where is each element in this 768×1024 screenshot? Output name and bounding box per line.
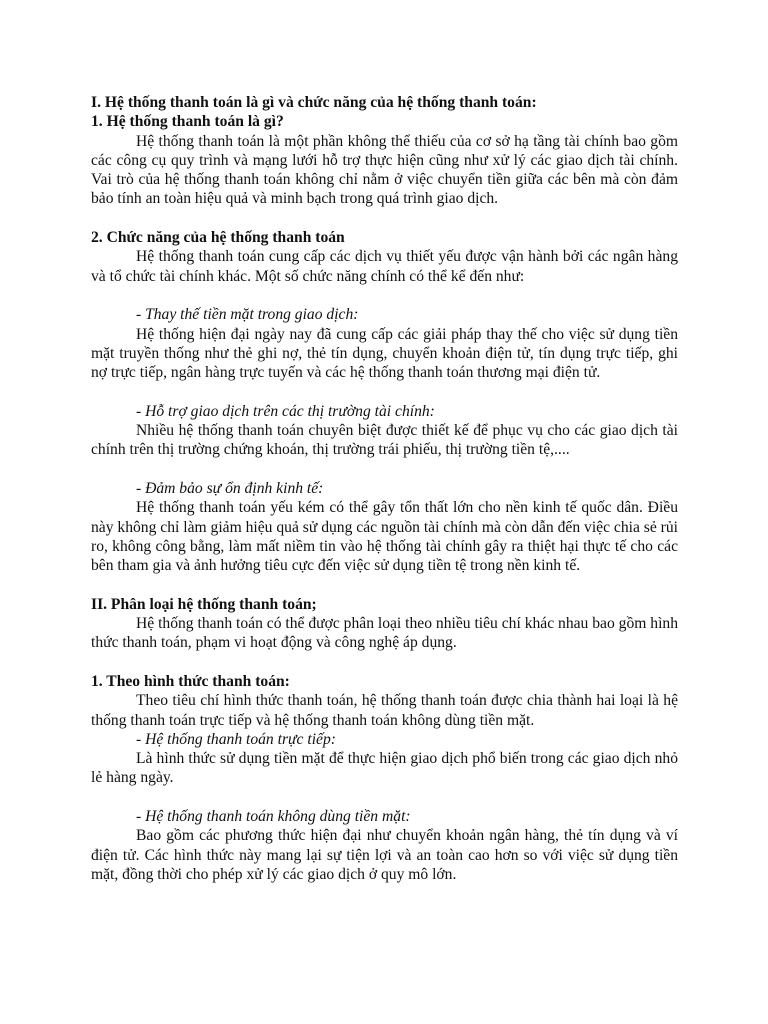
section-heading-2: II. Phân loại hệ thống thanh toán;	[91, 595, 317, 613]
paragraph-markets: Nhiều hệ thống thanh toán chuyên biệt được thiết kế để phục vụ cho các giao dịch tài chính trên thị trường chứng khoán, thị trường trái phiếu, thị trường tiền tệ,....	[91, 422, 678, 459]
paragraph-form: Theo tiêu chí hình thức thanh toán, hệ thống thanh toán được chia thành hai loại là hệ thống thanh toán trực tiếp và hệ thống thanh toán không dùng tiền mặt.	[91, 692, 678, 729]
spacer	[91, 575, 678, 594]
paragraph-stability: Hệ thống thanh toán yếu kém có thể gây tổn thất lớn cho nền kinh tế quốc dân. Điều này không chỉ làm giảm hiệu quả sử dụng các nguồn tài chính mà còn dẫn đến việc chia sẻ rủi ro, không công bằng, làm mất niềm tin vào hệ thống tài chính gây ra thiệt hại thực tế cho các bên tham gia và ảnh hưởng tiêu cực đến việc sử dụng tiền tệ trong nền kinh tế.	[91, 499, 678, 575]
bullet-heading-markets: - Hỗ trợ giao dịch trên các thị trường tài chính:	[136, 402, 435, 420]
spacer	[91, 460, 678, 479]
spacer	[91, 653, 678, 672]
subsection-heading-functions: 2. Chức năng của hệ thống thanh toán	[91, 229, 345, 247]
bullet-heading-stability: - Đảm bảo sự ổn định kinh tế:	[136, 479, 324, 497]
document-page	[91, 93, 678, 884]
paragraph-cashless: Bao gồm các phương thức hiện đại như chuyển khoản ngân hàng, thẻ tín dụng và ví điện tử. Các hình thức này mang lại sự tiện lợi và an toàn cao hơn so với việc sử dụng tiền mặt, đồng thời cho phép xử lý các giao dịch ở quy mô lớn.	[91, 827, 678, 883]
subsection-heading-definition: 1. Hệ thống thanh toán là gì?	[91, 113, 284, 131]
paragraph-classification: Hệ thống thanh toán có thể được phân loại theo nhiều tiêu chí khác nhau bao gồm hình thức thanh toán, phạm vi hoạt động và công nghệ áp dụng.	[91, 615, 678, 652]
section-heading-1: I. Hệ thống thanh toán là gì và chức năng của hệ thống thanh toán:	[91, 94, 537, 111]
bullet-heading-cash: - Thay thế tiền mặt trong giao dịch:	[136, 306, 359, 324]
bullet-heading-direct: - Hệ thống thanh toán trực tiếp:	[136, 730, 336, 748]
spacer	[91, 286, 678, 305]
paragraph-functions: Hệ thống thanh toán cung cấp các dịch vụ thiết yếu được vận hành bởi các ngân hàng và tổ chức tài chính khác. Một số chức năng chính có thể kể đến như:	[91, 248, 678, 285]
paragraph-direct: Là hình thức sử dụng tiền mặt để thực hiện giao dịch phổ biến trong các giao dịch nhỏ lẻ hàng ngày.	[91, 750, 678, 787]
paragraph-cash: Hệ thống hiện đại ngày nay đã cung cấp các giải pháp thay thế cho việc sử dụng tiền mặt truyền thống như thẻ ghi nợ, thẻ tín dụng, chuyển khoản điện tử, tín dụng trực tiếp, ghi nợ trực tiếp, ngân hàng trực tuyến và các hệ thống thanh toán thương mại điện tử.	[91, 325, 678, 382]
spacer	[91, 209, 678, 228]
spacer	[91, 788, 678, 807]
spacer	[91, 382, 678, 401]
bullet-heading-cashless: - Hệ thống thanh toán không dùng tiền mặt:	[136, 807, 411, 825]
subsection-heading-form: 1. Theo hình thức thanh toán:	[91, 672, 290, 690]
paragraph-definition: Hệ thống thanh toán là một phần không thể thiếu của cơ sở hạ tầng tài chính bao gồm các công cụ quy trình và mạng lưới hỗ trợ thực hiện cũng như xử lý các giao dịch tài chính. Vai trò của hệ thống thanh toán không chỉ nằm ở việc chuyển tiền giữa các bên mà còn đảm bảo tính an toàn hiệu quả và minh bạch trong quá trình giao dịch.	[91, 132, 678, 208]
